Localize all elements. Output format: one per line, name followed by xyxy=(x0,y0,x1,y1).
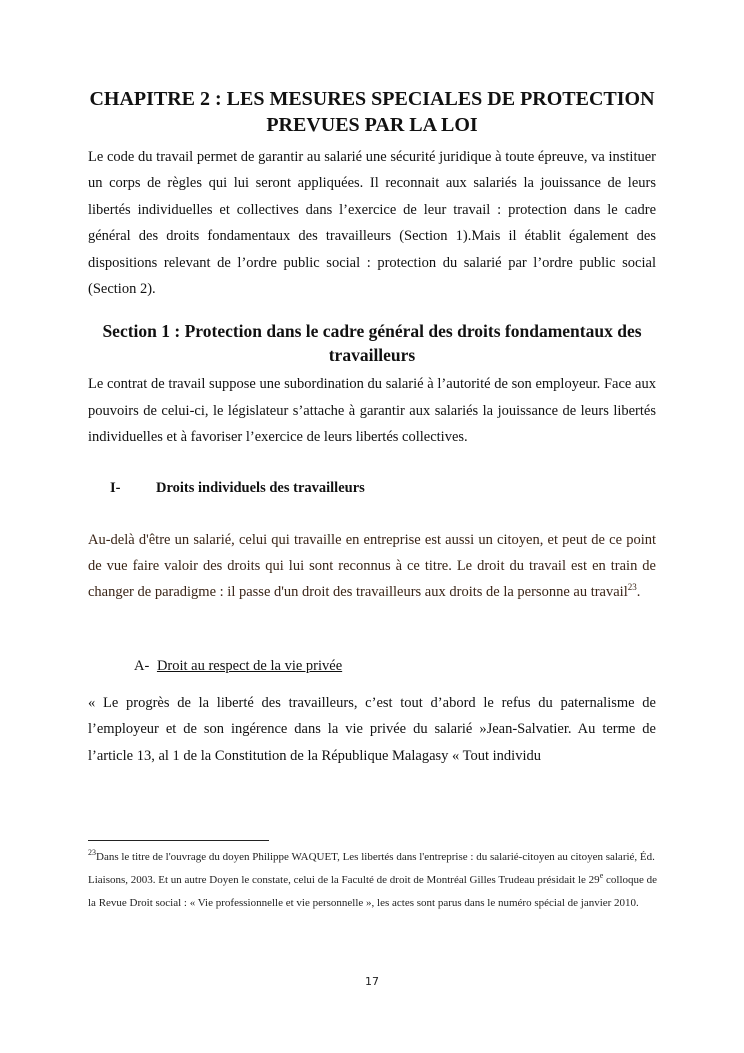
footnote-number: 23 xyxy=(88,848,96,857)
sub-a-title: Droit au respect de la vie privée xyxy=(156,657,343,674)
footnote-superscript: e xyxy=(599,871,604,880)
part-i-heading xyxy=(88,478,656,498)
chapter-title-line-1: CHAPITRE 2 : LES MESURES SPECIALES DE PROTECTION xyxy=(89,88,655,110)
sub-a-heading xyxy=(134,656,656,676)
footnote-text-part-2: colloque de la Revue Droit social : « Vie professionnelle et vie personnelle », les actes sont parus dans le numéro spécial de janvier 2010. xyxy=(88,874,658,909)
sub-a-label: A- xyxy=(134,657,150,674)
part-i-paragraph-end: . xyxy=(636,584,641,601)
chapter-title-line-2: PREVUES PAR LA LOI xyxy=(266,114,478,136)
section-1-title-line-1: Section 1 : Protection dans le cadre général des droits fondamentaux des xyxy=(102,321,642,342)
footnote-reference[interactable]: 23 xyxy=(627,582,637,593)
chapter-title xyxy=(88,86,656,138)
footnote-separator xyxy=(88,840,269,841)
section-1-paragraph: Le contrat de travail suppose une subordination du salarié à l’autorité de son employeur. Face aux pouvoirs de celui-ci, le législateur s’attache à garantir aux salariés la jouissance de leurs libertés individuelles et à favoriser l’exercice de leurs libertés collectives. xyxy=(88,376,656,446)
part-i-number: I- xyxy=(110,479,121,496)
page-number: 17 xyxy=(365,975,379,988)
footnote-23 xyxy=(88,846,658,915)
part-i-paragraph xyxy=(88,527,656,606)
section-1-title-line-2: travailleurs xyxy=(328,345,416,366)
footnote-text-part-1: Dans le titre de l'ouvrage du doyen Philippe WAQUET, Les libertés dans l'entreprise : du salarié-citoyen au citoyen salarié, Éd. Liaisons, 2003. Et un autre Doyen le constate, celui de la Faculté de droit de Montréal Gilles Trudeau présidait le 29 xyxy=(88,851,655,886)
part-i-paragraph-text: Au-delà d'être un salarié, celui qui travaille en entreprise est aussi un citoyen, et peut de ce point de vue faire valoir des droits qui lui sont reconnus à ce titre. Le droit du travail est en train de changer de paradigme : il passe d'un droit des travailleurs aux droits de la personne au travail xyxy=(88,531,656,601)
part-i-title: Droits individuels des travailleurs xyxy=(156,479,365,496)
sub-a-paragraph: « Le progrès de la liberté des travailleurs, c’est tout d’abord le refus du paternalisme de l’employeur et de son ingérence dans la vie privée du salarié »Jean-Salvatier. Au terme de l’article 13, al 1 de la Constitution de la République Malagasy « Tout individu xyxy=(88,694,656,764)
intro-paragraph: Le code du travail permet de garantir au salarié une sécurité juridique à toute épreuve, va instituer un corps de règles qui lui seront appliquées. Il reconnait aux salariés la jouissance de leurs libertés individuelles et collectives dans l’exercice de leur travail : protection dans le cadre général des droits fondamentaux des travailleurs (Section 1).Mais il établit également des dispositions relevant de l’ordre public social : protection du salarié par l’ordre public social (Section 2). xyxy=(88,149,656,298)
page-content xyxy=(88,86,656,769)
section-1-title xyxy=(88,319,656,367)
